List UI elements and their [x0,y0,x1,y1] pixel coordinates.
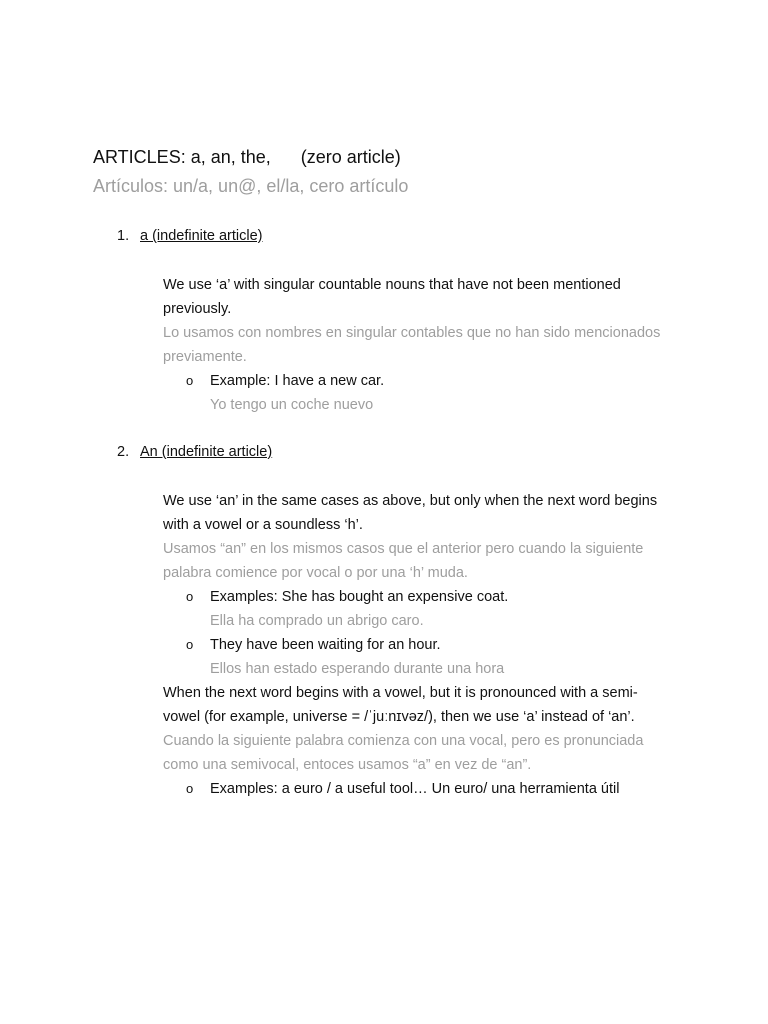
section-number: 2. [117,444,130,460]
section-title: a (indefinite article) [140,228,263,244]
spanish-line: palabra comience por vocal o por una ‘h’ muda. [163,565,468,581]
spanish-line: como una semivocal, entoces usamos “a” en vez de “an”. [163,757,532,773]
example-spanish: Yo tengo un coche nuevo [210,397,374,413]
english-line: We use ‘an’ in the same cases as above, but only when the next word begins [163,493,658,509]
example-english: Example: I have a new car. [210,373,385,389]
english-line: When the next word begins with a vowel, but it is pronounced with a semi- [163,685,638,701]
spanish-line: Cuando la siguiente palabra comienza con una vocal, pero es pronunciada [163,733,644,749]
spanish-line: Lo usamos con nombres en singular contables que no han sido mencionados [163,325,661,341]
example-spanish: Ellos han estado esperando durante una hora [210,661,505,677]
section-2-paragraph [163,489,733,585]
spanish-line: Usamos “an” en los mismos casos que el anterior pero cuando la siguiente [163,541,644,557]
english-line: with a vowel or a soundless ‘h’. [163,517,363,533]
example-english: Examples: a euro / a useful tool… Un euro/ una herramienta útil [210,781,620,797]
page-subtitle: Artículos: un/a, un@, el/la, cero artículo [93,176,409,196]
bullet-marker: o [186,589,194,604]
example-spanish: Ella ha comprado un abrigo caro. [210,613,424,629]
example-english: Examples: She has bought an expensive coat. [210,589,509,605]
page-title: ARTICLES: a, an, the, (zero article) [93,147,401,167]
english-line: previously. [163,301,232,317]
example-english: They have been waiting for an hour. [210,637,441,653]
english-line: vowel (for example, universe = /ˈjuːnɪvəz/), then we use ‘a’ instead of ‘an’. [163,709,635,725]
section-number: 1. [117,228,130,244]
english-line: We use ‘a’ with singular countable nouns that have not been mentioned [163,277,621,293]
bullet-marker: o [186,637,194,652]
bullet-marker: o [186,781,194,796]
spanish-line: previamente. [163,349,247,365]
section-title: An (indefinite article) [140,444,273,460]
semivowel-paragraph [163,681,733,777]
bullet-marker: o [186,373,194,388]
section-1-paragraph [163,273,733,369]
